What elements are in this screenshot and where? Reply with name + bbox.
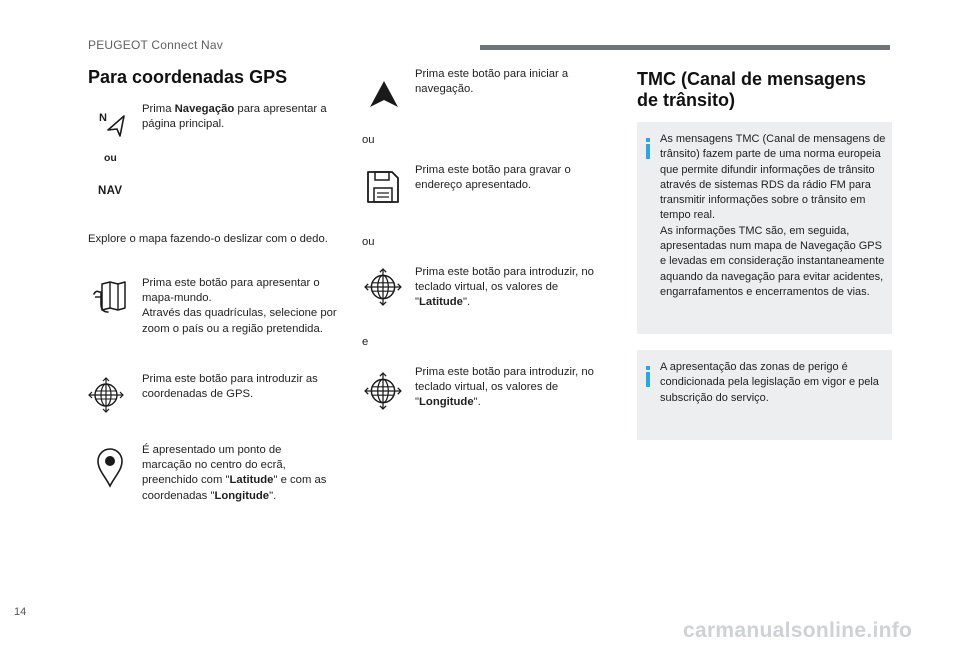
north-arrow-icon — [98, 110, 128, 140]
latitude-description: Prima este botão para introduzir, no teclado virtual, os valores de "Latitude". — [415, 266, 594, 309]
section-title-tmc: TMC (Canal de mensagens de trânsito) — [637, 69, 867, 110]
nav-description: Prima Navegação para apresentar a página principal. — [142, 103, 327, 131]
watermark: carmanualsonline.info — [683, 619, 913, 642]
running-header: PEUGEOT Connect Nav — [88, 38, 223, 52]
save-description: Prima este botão para gravar o endereço apresentado. — [415, 164, 571, 192]
tmc-note-text: As mensagens TMC (Canal de mensagens de trânsito) fazem parte de uma norma europeia que permite difundir informações de trânsito através de sistemas RDS da rádio FM para transmitir informações sobre o trânsito em tempo real. As informações TMC são, em seguida, apresentadas num mapa de Navegação GPS e levadas em consideração instantaneamente aquando da navegação para evitar acidentes, engarrafamentos e encerramentos de vias. — [660, 133, 886, 298]
page-number: 14 — [14, 606, 27, 618]
section-title-gps: Para coordenadas GPS — [88, 67, 288, 87]
or-label-1: ou — [362, 134, 375, 146]
world-map-icon — [92, 280, 126, 314]
globe-longitude-icon — [364, 372, 402, 410]
pin-description: É apresentado um ponto de marcação no centro do ecrã, preenchido com "Latitude" e com as coordenadas "Longitude". — [142, 444, 327, 502]
or-label-2: ou — [362, 236, 375, 248]
save-icon — [366, 170, 400, 204]
info-icon — [646, 372, 650, 387]
world-map-description: Prima este botão para apresentar o mapa-mundo. Através das quadrículas, selecione por zoom o país ou a região pretendida. — [142, 277, 337, 335]
coordinates-description: Prima este botão para introduzir as coordenadas de GPS. — [142, 373, 318, 401]
start-navigation-description: Prima este botão para iniciar a navegação. — [415, 68, 569, 96]
and-label: e — [362, 336, 369, 348]
globe-latitude-icon — [364, 268, 402, 306]
nav-button-label: NAV — [98, 185, 123, 197]
or-label: ou — [104, 152, 117, 164]
explore-text: Explore o mapa fazendo-o deslizar com o dedo. — [88, 233, 328, 245]
danger-zones-note-text: A apresentação das zonas de perigo é condicionada pela legislação em vigor e pela subscrição do serviço. — [660, 361, 879, 404]
globe-arrows-icon — [88, 377, 124, 413]
map-pin-icon — [95, 446, 125, 488]
header-divider-bar — [480, 45, 890, 50]
north-letter: N — [99, 112, 107, 124]
start-navigation-arrow-icon — [368, 79, 400, 109]
info-icon — [646, 144, 650, 159]
longitude-description: Prima este botão para introduzir, no teclado virtual, os valores de "Longitude". — [415, 366, 594, 409]
